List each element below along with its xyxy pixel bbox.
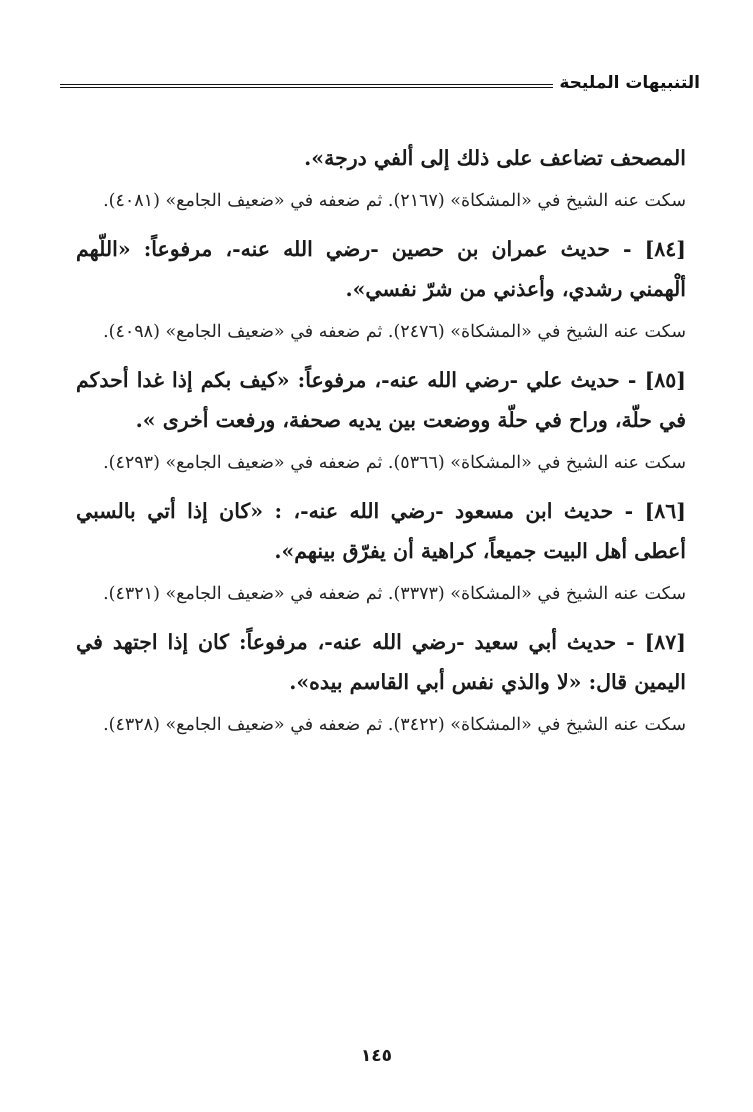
- hadith-text: - حديث عمران بن حصين -رضي الله عنه-، مرفوعاً: «اللّهم ألْهمني رشدي، وأعذني من شرّ نفسي».: [76, 237, 686, 301]
- grading-note: سكت عنه الشيخ في «المشكاة» (٥٣٦٦). ثم ضعفه في «ضعيف الجامع» (٤٢٩٣).: [103, 453, 686, 473]
- hadith-text: - حديث ابن مسعود -رضي الله عنه-، : «كان إذا أتي بالسبي أعطى أهل البيت جميعاً، كراهية أن يفرّق بينهم».: [76, 499, 686, 563]
- hadith-86: [76, 491, 686, 571]
- hadith-number: [٨٦]: [644, 499, 686, 523]
- grading-note: سكت عنه الشيخ في «المشكاة» (٣٣٧٣). ثم ضعفه في «ضعيف الجامع» (٤٣٢١).: [103, 584, 686, 604]
- hadith-85: [76, 360, 686, 440]
- hadith-number: [٨٥]: [644, 368, 686, 392]
- hadith-87: [76, 622, 686, 702]
- grading-note: سكت عنه الشيخ في «المشكاة» (٢٤٧٦). ثم ضعفه في «ضعيف الجامع» (٤٠٩٨).: [103, 322, 686, 342]
- page-body: [76, 138, 686, 743]
- hadith-text: - حديث علي -رضي الله عنه-، مرفوعاً: «كيف بكم إذا غدا أحدكم في حلّة، وراح في حلّة ووضعت بين يديه صحفة، ورفعت أخرى ».: [76, 368, 686, 432]
- grading-note: سكت عنه الشيخ في «المشكاة» (٣٤٢٢). ثم ضعفه في «ضعيف الجامع» (٤٣٢٨).: [103, 715, 686, 735]
- grading-note: سكت عنه الشيخ في «المشكاة» (٢١٦٧). ثم ضعفه في «ضعيف الجامع» (٤٠٨١).: [103, 191, 686, 211]
- hadith-number: [٨٤]: [644, 237, 686, 261]
- page-number: ١٤٥: [360, 1046, 393, 1066]
- hadith-number: [٨٧]: [644, 630, 686, 654]
- book-title: التنبيهات المليحة: [553, 72, 700, 94]
- hadith-84: [76, 229, 686, 309]
- continued-text: المصحف تضاعف على ذلك إلى ألفي درجة».: [304, 146, 686, 170]
- running-header: [60, 72, 700, 96]
- hadith-text: - حديث أبي سعيد -رضي الله عنه-، مرفوعاً: كان إذا اجتهد في اليمين قال: «لا والذي نفس أبي القاسم بيده».: [76, 630, 686, 694]
